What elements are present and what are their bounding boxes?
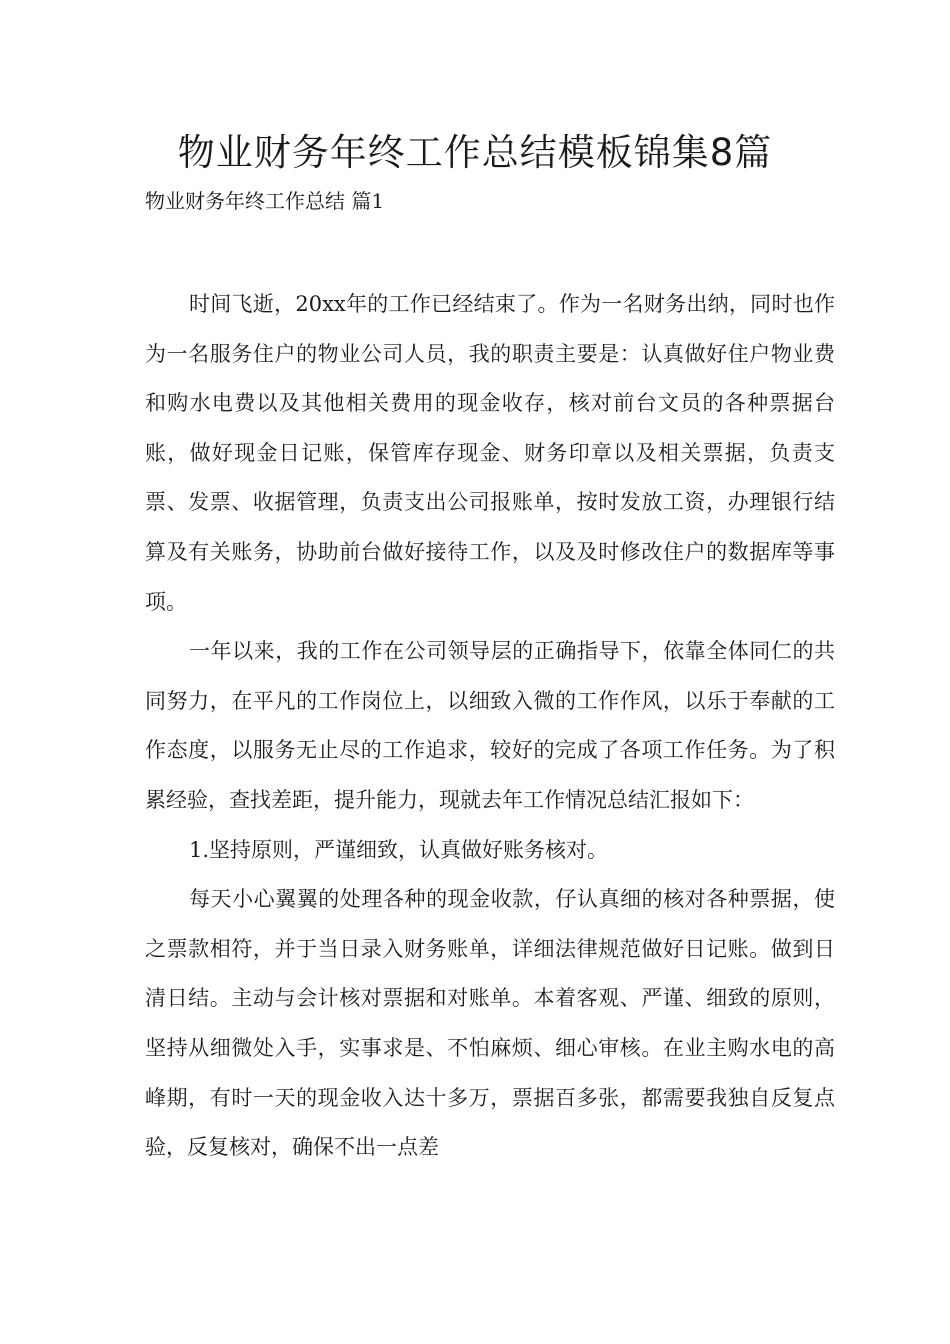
paragraph: 1.坚持原则，严谨细致，认真做好账务核对。: [189, 837, 609, 862]
paragraph: 一年以来，我的工作在公司领导层的正确指导下，依靠全体同仁的共同努力，在平凡的工作岗位上，以细致入微的工作作风，以乐于奉献的工作态度，以服务无止尽的工作追求，较好的完成了各项工作任务。为了积累经验，查找差距，提升能力，现就去年工作情况总结汇报如下：: [145, 639, 835, 812]
section-heading: 物业财务年终工作总结 篇1: [145, 189, 385, 213]
document-body: [145, 280, 835, 1173]
document-title: 物业财务年终工作总结模板锦集8篇: [177, 131, 773, 174]
paragraph: 每天小心翼翼的处理各种的现金收款，仔认真细的核对各种票据，使之票款相符，并于当日录入财务账单，详细法律规范做好日记账。做到日清日结。主动与会计核对票据和对账单。本着客观、严谨、细致的原则，坚持从细微处入手，实事求是、不怕麻烦、细心审核。在业主购水电的高峰期，有时一天的现金收入达十多万，票据百多张，都需要我独自反复点验，反复核对，确保不出一点差: [145, 887, 835, 1160]
paragraph: 时间飞逝，20xx年的工作已经结束了。作为一名财务出纳，同时也作为一名服务住户的物业公司人员，我的职责主要是：认真做好住户物业费和购水电费以及其他相关费用的现金收存，核对前台文员的各种票据台账，做好现金日记账，保管库存现金、财务印章以及相关票据，负责支票、发票、收据管理，负责支出公司报账单，按时发放工资，办理银行结算及有关账务，协助前台做好接待工作，以及及时修改住户的数据库等事项。: [145, 292, 835, 614]
